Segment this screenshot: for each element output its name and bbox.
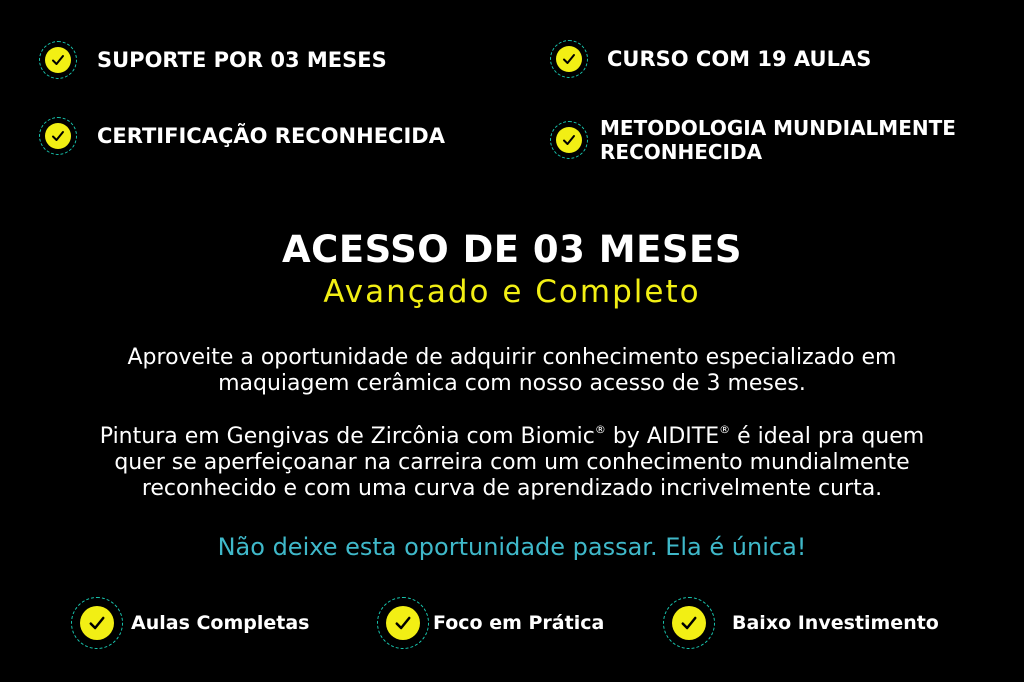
feature-label-line: METODOLOGIA MUNDIALMENTE: [600, 116, 956, 140]
paragraph-text: Pintura em Gengivas de Zircônia com Biomic: [99, 424, 595, 449]
check-badge-icon: [71, 597, 123, 649]
call-to-action-text: Não deixe esta oportunidade passar. Ela é única!: [217, 533, 807, 561]
feature-item: [377, 597, 604, 649]
feature-label: Aulas Completas: [131, 612, 310, 634]
description-paragraph: [0, 424, 1024, 502]
feature-item: [39, 117, 445, 155]
feature-label: Foco em Prática: [433, 612, 605, 634]
feature-item: [550, 40, 871, 78]
headline: ACESSO DE 03 MESES: [282, 228, 742, 271]
check-badge-icon: [377, 597, 429, 649]
feature-label: SUPORTE POR 03 MESES: [97, 48, 387, 72]
registered-mark: ®: [719, 423, 731, 436]
feature-label: CURSO COM 19 AULAS: [607, 47, 872, 71]
check-badge-icon: [663, 597, 715, 649]
check-badge-icon: [39, 41, 77, 79]
feature-item: [550, 116, 956, 164]
intro-paragraph: [0, 345, 1024, 397]
paragraph-text: é ideal pra quem: [730, 424, 925, 449]
feature-label: [600, 116, 956, 164]
paragraph-line: reconhecido e com uma curva de aprendizado incrivelmente curta.: [141, 476, 883, 501]
feature-item: [663, 597, 939, 649]
feature-item: [39, 41, 387, 79]
subheadline: Avançado e Completo: [323, 274, 701, 310]
check-badge-icon: [550, 40, 588, 78]
paragraph-line: quer se aperfeiçoanar na carreira com um conhecimento mundialmente: [114, 450, 910, 475]
paragraph-line: Aproveite a oportunidade de adquirir conhecimento especializado em: [127, 345, 897, 370]
feature-item: [71, 597, 310, 649]
check-badge-icon: [39, 117, 77, 155]
paragraph-line: maquiagem cerâmica com nosso acesso de 3 meses.: [218, 371, 806, 396]
paragraph-text: by AIDITE: [605, 424, 720, 449]
registered-mark: ®: [594, 423, 606, 436]
feature-label: Baixo Investimento: [732, 612, 939, 634]
feature-label: CERTIFICAÇÃO RECONHECIDA: [97, 124, 445, 148]
feature-label-line: RECONHECIDA: [600, 140, 763, 164]
check-badge-icon: [550, 121, 588, 159]
